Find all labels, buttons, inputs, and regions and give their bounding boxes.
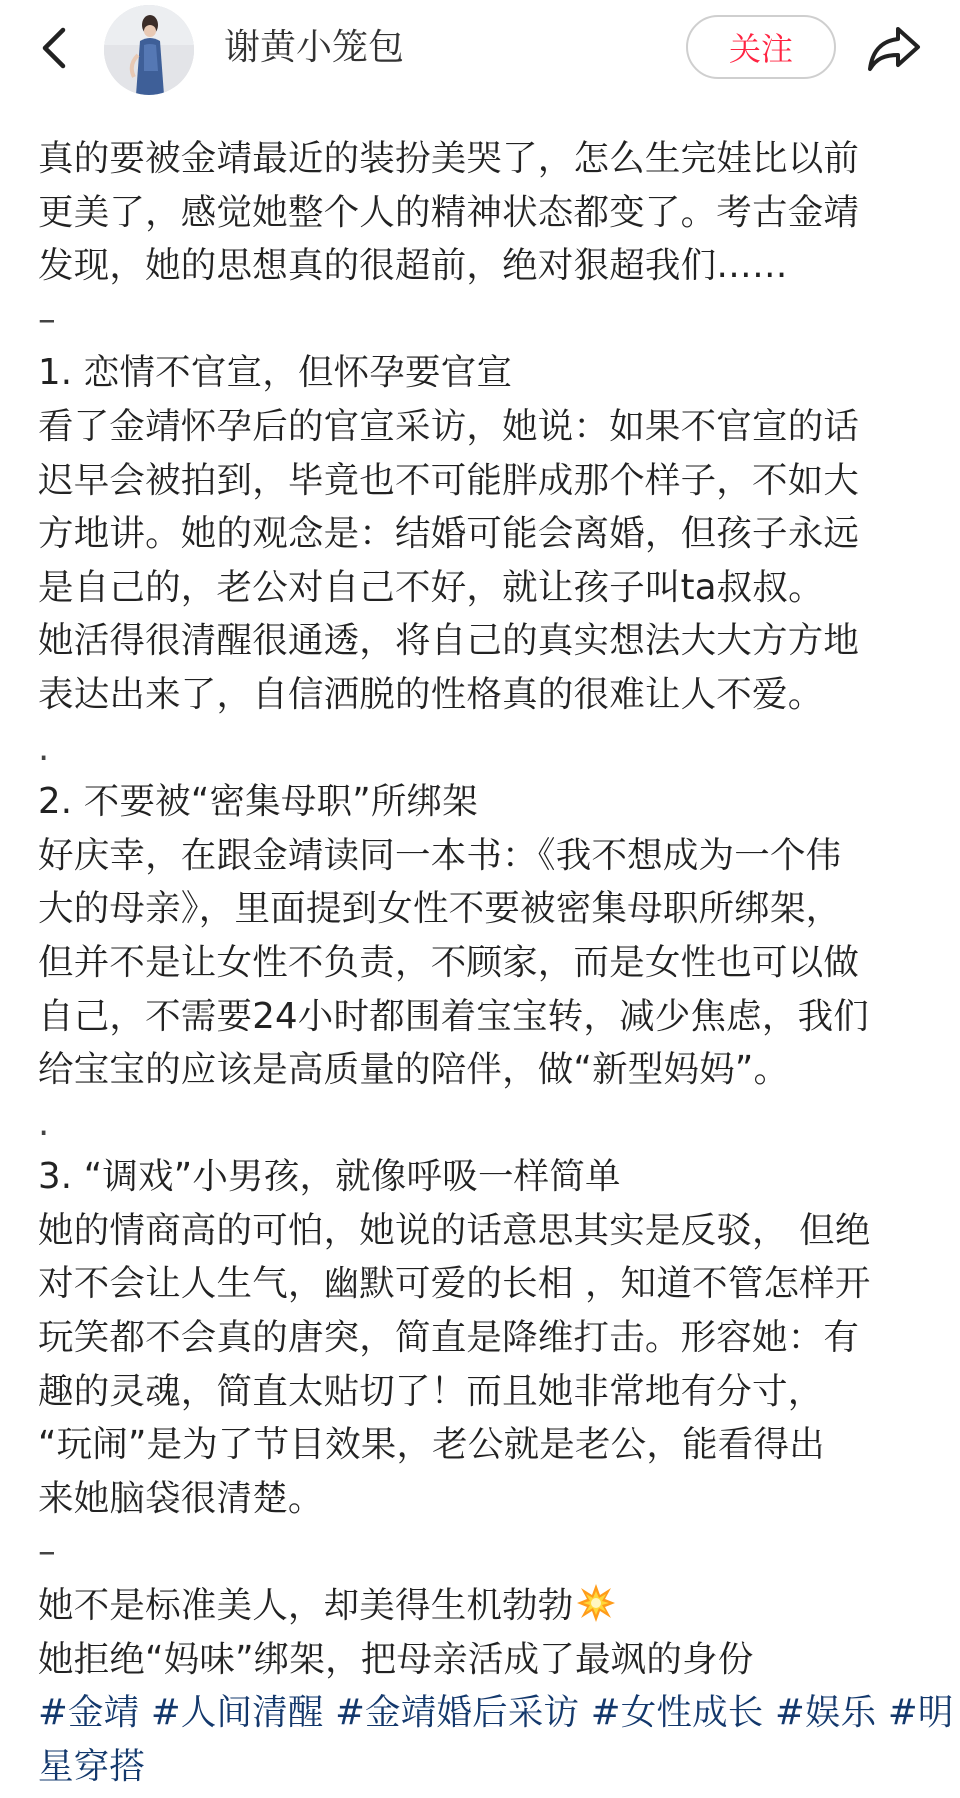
post-text-line: 给宝宝的应该是高质量的陪伴，做“新型妈妈”。 bbox=[38, 1049, 790, 1091]
post-text-line: 方地讲。她的观念是：结婚可能会离婚，但孩子永远 bbox=[38, 513, 860, 555]
post-text-line: 更美了，感觉她整个人的精神状态都变了。考古金靖 bbox=[38, 191, 860, 233]
post-text-line: 看了金靖怀孕后的官宣采访，她说：如果不官宣的话 bbox=[38, 405, 860, 447]
post-body bbox=[38, 132, 954, 1793]
post-text-line: 来她脑袋很清楚。 bbox=[38, 1477, 324, 1519]
post-text-line: 但并不是让女性不负责，不顾家，而是女性也可以做 bbox=[38, 941, 860, 983]
hashtag-line bbox=[38, 1686, 954, 1740]
post-header bbox=[0, 0, 960, 100]
section-heading: 1. 恋情不官宣，但怀孕要官宣 bbox=[38, 352, 513, 394]
post-text-line: 玩笑都不会真的唐突，简直是降维打击。形容她：有 bbox=[38, 1317, 860, 1359]
post-text: 她不是标准美人，却美得生机勃勃 bbox=[38, 1585, 574, 1627]
post-text-line: 她的情商高的可怕，她说的话意思其实是反驳， 但绝 bbox=[38, 1209, 871, 1251]
post-text-line: 对不会让人生气，幽默可爱的长相 ，知道不管怎样开 bbox=[38, 1263, 871, 1305]
post-text-line: 好庆幸，在跟金靖读同一本书：《我不想成为一个伟 bbox=[38, 834, 842, 876]
hashtag-link[interactable]: #人间清醒 bbox=[150, 1692, 324, 1734]
post-text-line: “玩闹”是为了节目效果，老公就是老公，能看得出 bbox=[38, 1424, 825, 1466]
separator-dot: . bbox=[38, 727, 50, 769]
back-button[interactable] bbox=[26, 20, 82, 76]
separator-dash: – bbox=[38, 1531, 56, 1573]
section-heading: 3. “调戏”小男孩，就像呼吸一样简单 bbox=[38, 1156, 621, 1198]
post-text-line: 迟早会被拍到，毕竟也不可能胖成那个样子，不如大 bbox=[38, 459, 860, 501]
share-button[interactable] bbox=[862, 18, 926, 78]
collision-emoji-icon bbox=[576, 1583, 616, 1623]
post-text-line: 是自己的，老公对自己不好，就让孩子叫ta叔叔。 bbox=[38, 566, 824, 608]
separator-dot: . bbox=[38, 1102, 50, 1144]
chevron-left-icon bbox=[39, 26, 69, 70]
post-text-line-with-emoji bbox=[38, 1579, 922, 1633]
avatar[interactable] bbox=[104, 5, 194, 95]
hashtag-link[interactable]: #娱乐 bbox=[775, 1692, 877, 1734]
section-heading: 2. 不要被“密集母职”所绑架 bbox=[38, 781, 478, 823]
hashtag-line bbox=[38, 1740, 922, 1794]
hashtag-link[interactable]: #金靖婚后采访 bbox=[335, 1692, 580, 1734]
share-arrow-icon bbox=[866, 23, 922, 73]
hashtag-link[interactable]: #明 bbox=[887, 1692, 954, 1734]
post-text-line: 真的要被金靖最近的装扮美哭了，怎么生完娃比以前 bbox=[38, 138, 860, 179]
post-text-line: 趣的灵魂，简直太贴切了！而且她非常地有分寸， bbox=[38, 1370, 824, 1412]
author-name[interactable]: 谢黄小笼包 bbox=[224, 27, 405, 68]
avatar-image bbox=[104, 5, 194, 95]
post-text-line: 发现，她的思想真的很超前，绝对狠超我们…… bbox=[38, 245, 788, 287]
hashtag-link[interactable]: #女性成长 bbox=[590, 1692, 764, 1734]
post-text-line: 她活得很清醒很通透，将自己的真实想法大大方方地 bbox=[38, 620, 860, 662]
post-text-line: 自己，不需要24小时都围着宝宝转，减少焦虑，我们 bbox=[38, 995, 869, 1037]
post-text-line: 表达出来了，自信洒脱的性格真的很难让人不爱。 bbox=[38, 673, 824, 715]
separator-dash: – bbox=[38, 298, 56, 340]
hashtag-link[interactable]: #金靖 bbox=[38, 1692, 140, 1734]
hashtag-link[interactable]: 星穿搭 bbox=[38, 1745, 146, 1787]
post-text-line: 她拒绝“妈味”绑架，把母亲活成了最飒的身份 bbox=[38, 1638, 754, 1680]
post-text-line: 大的母亲》，里面提到女性不要被密集母职所绑架， bbox=[38, 888, 842, 930]
follow-button[interactable]: 关注 bbox=[686, 15, 836, 79]
